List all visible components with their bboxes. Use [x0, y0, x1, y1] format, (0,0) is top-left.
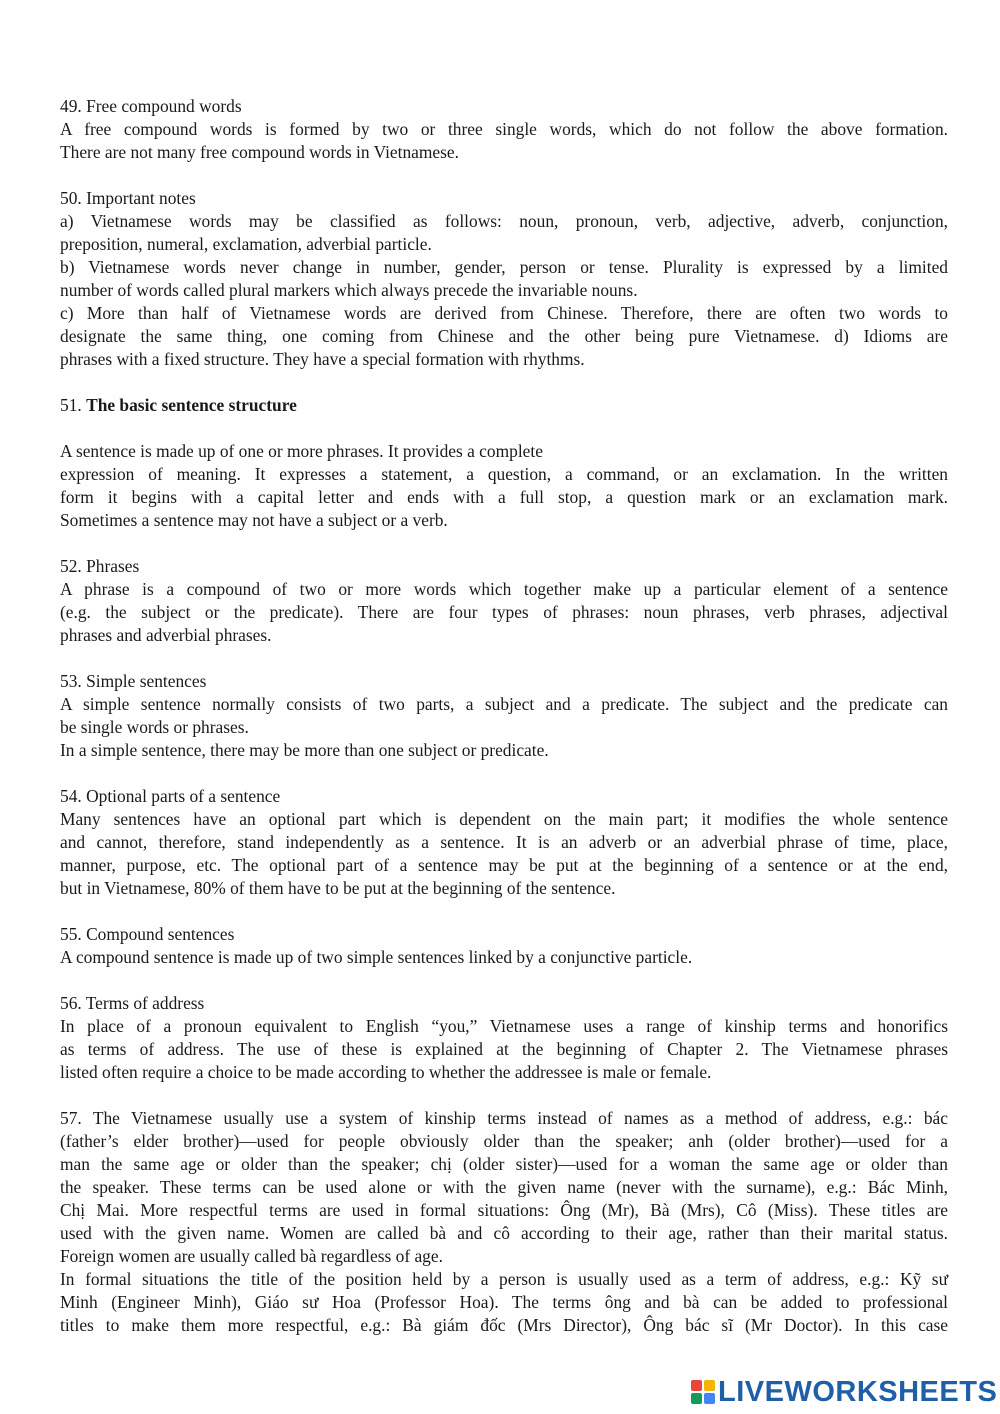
paragraph-line: A phrase is a compound of two or more words which together make up a particular element of a sentence [60, 579, 948, 599]
section-number: 51. [60, 395, 87, 415]
section-title: 50. Important notes [60, 188, 196, 208]
liveworksheets-logo-icon [690, 1379, 716, 1405]
paragraph-line: Many sentences have an optional part which is dependent on the main part; it modifies the whole sentence [60, 809, 948, 829]
paragraph-line: but in Vietnamese, 80% of them have to be put at the beginning of the sentence. [60, 878, 616, 898]
paragraph-line: phrases and adverbial phrases. [60, 625, 272, 645]
section-55 [60, 923, 948, 969]
section-title: 56. Terms of address [60, 993, 205, 1013]
paragraph-line: expression of meaning. It expresses a statement, a question, a command, or an exclamation. In the written [60, 464, 948, 484]
paragraph-line: There are not many free compound words in Vietnamese. [60, 142, 459, 162]
section-50 [60, 187, 948, 371]
paragraph-line: In a simple sentence, there may be more than one subject or predicate. [60, 740, 549, 760]
paragraph-line: be single words or phrases. [60, 717, 249, 737]
paragraph-line: 57. The Vietnamese usually use a system of kinship terms instead of names as a method of address, e.g.: bác [60, 1108, 948, 1128]
paragraph-line: A simple sentence normally consists of two parts, a subject and a predicate. The subject and the predicate can [60, 694, 948, 714]
paragraph-line: Chị Mai. More respectful terms are used in formal situations: Ông (Mr), Bà (Mrs), Cô (Miss). These titles are [60, 1200, 948, 1220]
section-title: 54. Optional parts of a sentence [60, 786, 281, 806]
section-title: 55. Compound sentences [60, 924, 235, 944]
paragraph-line: number of words called plural markers which always precede the invariable nouns. [60, 280, 638, 300]
paragraph-line: A compound sentence is made up of two simple sentences linked by a conjunctive particle. [60, 947, 693, 967]
section-49 [60, 95, 948, 164]
paragraph-line: b) Vietnamese words never change in number, gender, person or tense. Plurality is expressed by a limited [60, 257, 948, 277]
paragraph-line: A sentence is made up of one or more phrases. It provides a complete [60, 441, 543, 461]
paragraph-line: man the same age or older than the speaker; chị (older sister)—used for a woman the same age or older than [60, 1154, 948, 1174]
section-56 [60, 992, 948, 1084]
paragraph-line: a) Vietnamese words may be classified as follows: noun, pronoun, verb, adjective, adverb, conjunction, [60, 211, 948, 231]
paragraph-line: phrases with a fixed structure. They have a special formation with rhythms. [60, 349, 585, 369]
paragraph-line: preposition, numeral, exclamation, adverbial particle. [60, 234, 432, 254]
section-title: 49. Free compound words [60, 96, 242, 116]
paragraph-line: designate the same thing, one coming from Chinese and the other being pure Vietnamese. d) Idioms are [60, 326, 948, 346]
liveworksheets-logo-text: LIVEWORKSHEETS [718, 1375, 998, 1408]
paragraph-line: form it begins with a capital letter and ends with a full stop, a question mark or an exclamation mark. [60, 487, 948, 507]
section-51 [60, 394, 948, 532]
paragraph-line: used with the given name. Women are called bà and cô according to their age, rather than their marital status. [60, 1223, 948, 1243]
paragraph-line: manner, purpose, etc. The optional part of a sentence may be put at the beginning of a sentence or at the end, [60, 855, 948, 875]
paragraph-line: (father’s elder brother)—used for people obviously older than the speaker; anh (older brother)—used for a [60, 1131, 948, 1151]
document-page [60, 95, 948, 1360]
paragraph-line: and cannot, therefore, stand independently as a sentence. It is an adverb or an adverbial phrase of time, place, [60, 832, 948, 852]
section-53 [60, 670, 948, 762]
paragraph-line: c) More than half of Vietnamese words are derived from Chinese. Therefore, there are often two words to [60, 303, 948, 323]
section-title [60, 394, 948, 417]
section-52 [60, 555, 948, 647]
paragraph-line: Minh (Engineer Minh), Giáo sư Hoa (Professor Hoa). The terms ông and bà can be added to professional [60, 1292, 948, 1312]
paragraph-line: Sometimes a sentence may not have a subject or a verb. [60, 510, 448, 530]
section-57 [60, 1107, 948, 1337]
paragraph-line: In place of a pronoun equivalent to English “you,” Vietnamese uses a range of kinship terms and honorifics [60, 1016, 948, 1036]
paragraph-line: as terms of address. The use of these is explained at the beginning of Chapter 2. The Vietnamese phrases [60, 1039, 948, 1059]
section-title-bold: The basic sentence structure [86, 395, 297, 415]
paragraph-line: the speaker. These terms can be used alone or with the given name (never with the surname), e.g.: Bác Minh, [60, 1177, 948, 1197]
section-title: 53. Simple sentences [60, 671, 207, 691]
section-title: 52. Phrases [60, 556, 140, 576]
section-54 [60, 785, 948, 900]
paragraph-line: In formal situations the title of the position held by a person is usually used as a term of address, e.g.: Kỹ sư [60, 1269, 948, 1289]
paragraph-line: A free compound words is formed by two or three single words, which do not follow the above formation. [60, 119, 948, 139]
paragraph-line: (e.g. the subject or the predicate). There are four types of phrases: noun phrases, verb phrases, adjectival [60, 602, 948, 622]
liveworksheets-logo [690, 1375, 997, 1409]
paragraph-line: Foreign women are usually called bà regardless of age. [60, 1246, 443, 1266]
paragraph-line: titles to make them more respectful, e.g.: Bà giám đốc (Mrs Director), Ông bác sĩ (Mr Doctor). In this case [60, 1315, 948, 1335]
paragraph-line: listed often require a choice to be made according to whether the addressee is male or female. [60, 1062, 712, 1082]
